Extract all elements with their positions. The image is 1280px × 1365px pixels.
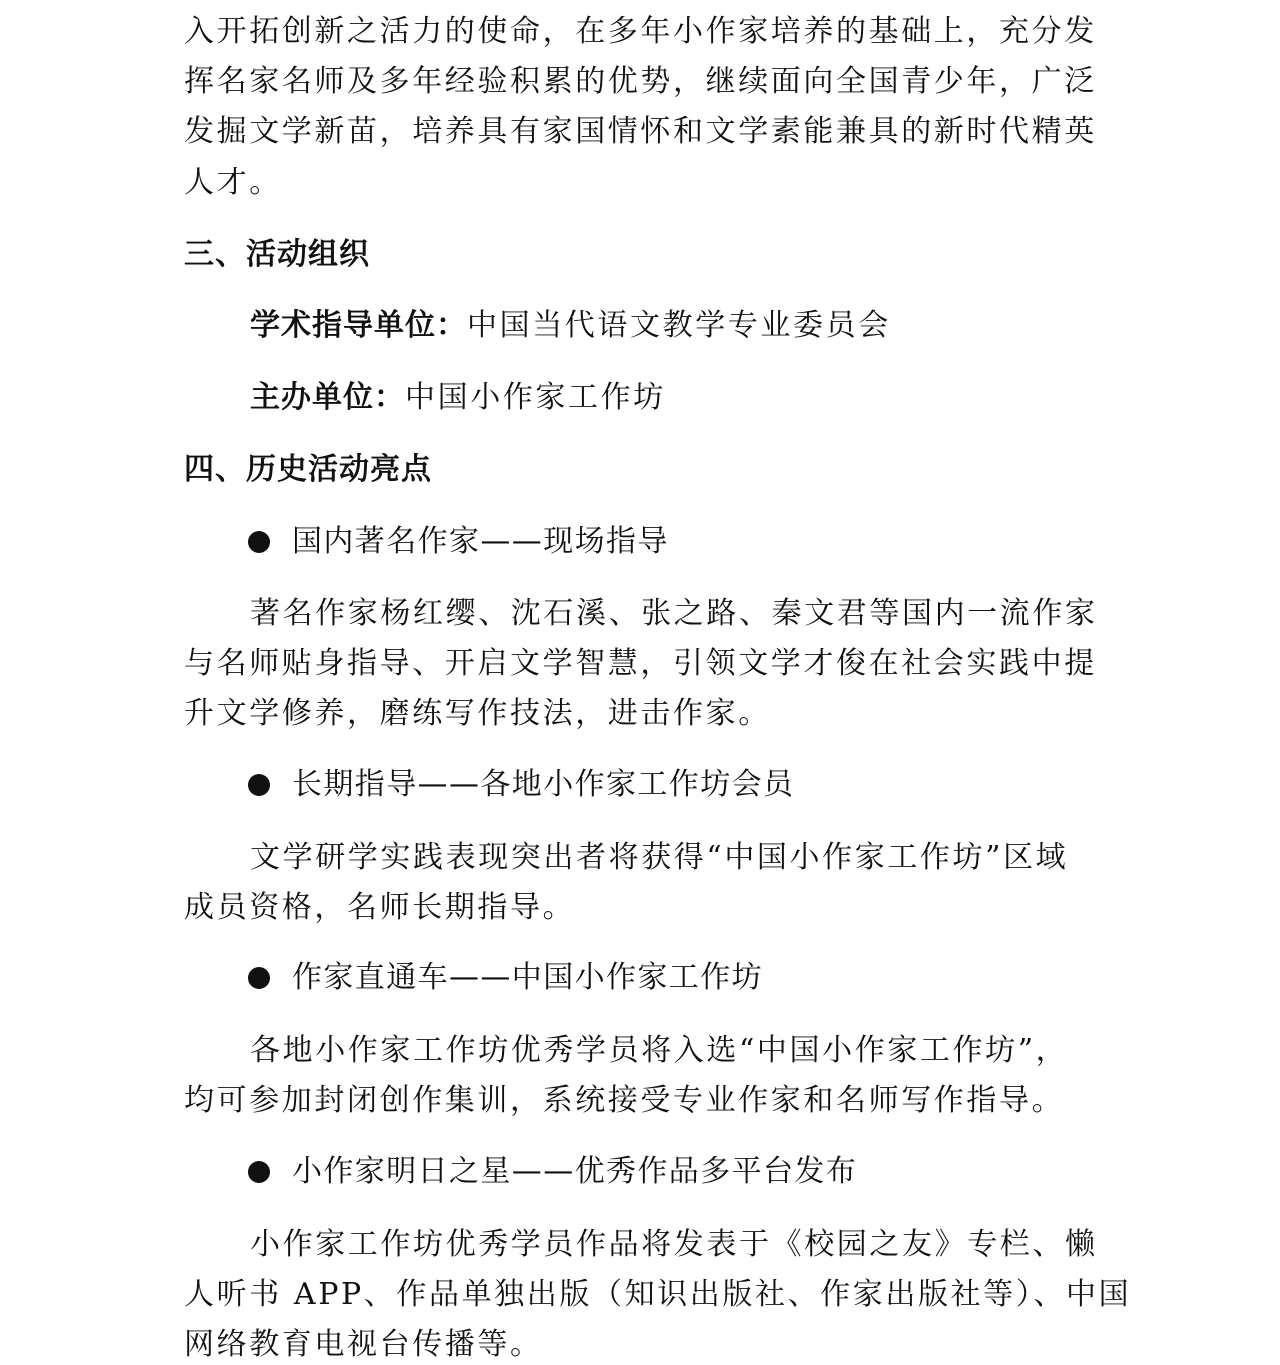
highlight-title-text: 国内著名作家——现场指导 [292,524,669,559]
intro-line-2: 挥名家名师及多年经验积累的优势，继续面向全国青少年，广泛 [184,64,1097,99]
highlight-1-line-2: 与名师贴身指导、开启文学智慧，引领文学才俊在社会实践中提 [184,646,1097,681]
highlight-title-text: 小作家明日之星——优秀作品多平台发布 [292,1154,858,1189]
highlight-1-line-1: 著名作家杨红缨、沈石溪、张之路、秦文君等国内一流作家 [250,596,1098,631]
host-value: 中国小作家工作坊 [405,380,666,415]
highlight-3-line-1: 各地小作家工作坊优秀学员将入选“中国小作家工作坊”， [250,1033,1069,1068]
bullet-dot-icon [248,774,270,796]
intro-line-3: 发掘文学新苗，培养具有家国情怀和文学素能兼具的新时代精英 [184,114,1097,149]
highlight-4-line-2: 人听书 APP、作品单独出版（知识出版社、作家出版社等）、中国 [184,1277,1132,1312]
highlight-title-text: 长期指导——各地小作家工作坊会员 [292,767,795,802]
academic-guidance-unit [250,306,1170,346]
academic-guidance-label: 学术指导单位： [250,308,467,343]
highlight-2-title [248,765,794,805]
host-unit [250,378,1170,418]
bullet-dot-icon [248,967,270,989]
bullet-dot-icon [248,531,270,553]
host-label: 主办单位： [250,380,405,415]
intro-line-4: 人才。 [184,165,282,200]
section-3-heading: 三、活动组织 [184,237,370,272]
highlight-4-line-3: 网络教育电视台传播等。 [184,1327,543,1362]
highlight-3-title [248,958,763,998]
highlight-1-title [248,522,669,562]
highlight-title-text: 作家直通车——中国小作家工作坊 [292,960,763,995]
highlight-2-line-2: 成员资格，名师长期指导。 [184,890,576,925]
highlight-2-line-1: 文学研学实践表现突出者将获得“中国小作家工作坊”区域 [250,840,1069,875]
academic-guidance-value: 中国当代语文教学专业委员会 [467,308,891,343]
highlight-4-title [248,1152,857,1192]
highlight-1-line-3: 升文学修养，磨练写作技法，进击作家。 [184,696,771,731]
highlight-4-line-1: 小作家工作坊优秀学员作品将发表于《校园之友》专栏、懒 [250,1227,1098,1262]
bullet-dot-icon [248,1161,270,1183]
highlight-3-line-2: 均可参加封闭创作集训，系统接受专业作家和名师写作指导。 [184,1083,1065,1118]
intro-line-1: 入开拓创新之活力的使命，在多年小作家培养的基础上，充分发 [184,14,1097,49]
section-4-heading: 四、历史活动亮点 [184,452,432,487]
